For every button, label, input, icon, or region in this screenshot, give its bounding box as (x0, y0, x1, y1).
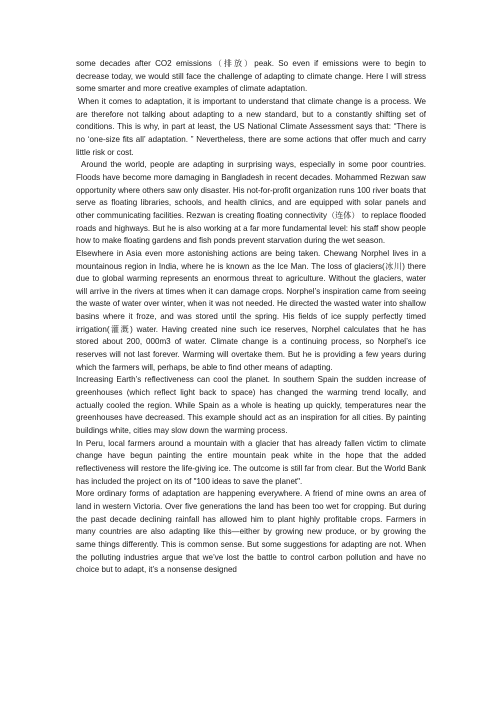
paragraph-ordinary-adaptation: More ordinary forms of adaptation are happening everywhere. A friend of mine owns an area of land in western Victoria. Over five generations the land has been too wet for cropping. But during the past decade declining rainfall has allowed him to plant highly profitable crops. Farmers in many countries are also adapting like this—either by growing new produce, or by growing the same things differently. This is common sense. But some suggestions for adapting are not. When the polluting industries argue that we’ve lost the battle to control carbon pollution and have no choice but to adapt, it’s a nonsense designed (76, 489, 426, 575)
paragraph-ice-man: Elsewhere in Asia even more astonishing actions are being taken. Chewang Norphel lives in a mountainous region in India, where he is known as the Ice Man. The loss of glaciers(冰川) there due to global warming represents an enormous threat to agriculture. Without the glaciers, water will arrive in the rivers at times when it can damage crops. Norphel’s inspiration came from seeing the waste of water over winter, when it was not needed. He directed the wasted water into shallow basins where it froze, and was stored until the spring. His fields of ice supply perfectly timed irrigation(灌溉) water. Having created nine such ice reserves, Norphel calculates that he has stored about 200, 000m3 of water. Climate change is a continuing process, so Norphel’s ice reserves will not last forever. Warming will overtake them. But he is providing a few years during which the farmers will, perhaps, be able to find other means of adapting. (76, 248, 426, 372)
paragraph-bangladesh: Around the world, people are adapting in surprising ways, especially in some poor countries. Floods have become more damaging in Bangladesh in recent decades. Mohammed Rezwan saw opportunity where others saw only disaster. His not-for-profit organization runs 100 river boats that serve as floating libraries, schools, and health clinics, and are equipped with solar panels and other communicating facilities. Rezwan is creating floating connectivity（连体） to replace flooded roads and highways. But he is also working at a far more fundamental level: his staff show people how to make floating gardens and fish ponds prevent starvation during the wet season. (76, 160, 426, 246)
article-body (76, 58, 426, 577)
paragraph-peru: In Peru, local farmers around a mountain with a glacier that has already fallen victim to climate change have begun painting the entire mountain peak white in the hope that the added reflectiveness will restore the life-giving ice. The outcome is still far from clear. But the World Bank has included the project on its of "100 ideas to save the planet". (76, 438, 426, 486)
paragraph-reflectiveness: Increasing Earth’s reflectiveness can cool the planet. In southern Spain the sudden increase of greenhouses (which reflect light back to space) has changed the warming trend locally, and actually cooled the region. While Spain as a whole is heating up quickly, temperatures near the greenhouses have decreased. This example should act as an inspiration for all cities. By painting buildings white, cities may slow down the warming process. (76, 375, 426, 436)
paragraph-emissions: some decades after CO2 emissions（排放）peak. So even if emissions were to begin to decrease today, we would still face the challenge of adapting to climate change. Here I will stress some smarter and more creative examples of climate adaptation. (76, 59, 426, 94)
paragraph-adaptation-process: When it comes to adaptation, it is important to understand that climate change is a process. We are therefore not talking about adapting to a new standard, but to a constantly shifting set of conditions. This is why, in part at least, the US National Climate Assessment says that: “There is no ‘one-size fits all’ adaptation. ” Nevertheless, there are some actions that offer much and carry little risk or cost. (76, 96, 426, 157)
